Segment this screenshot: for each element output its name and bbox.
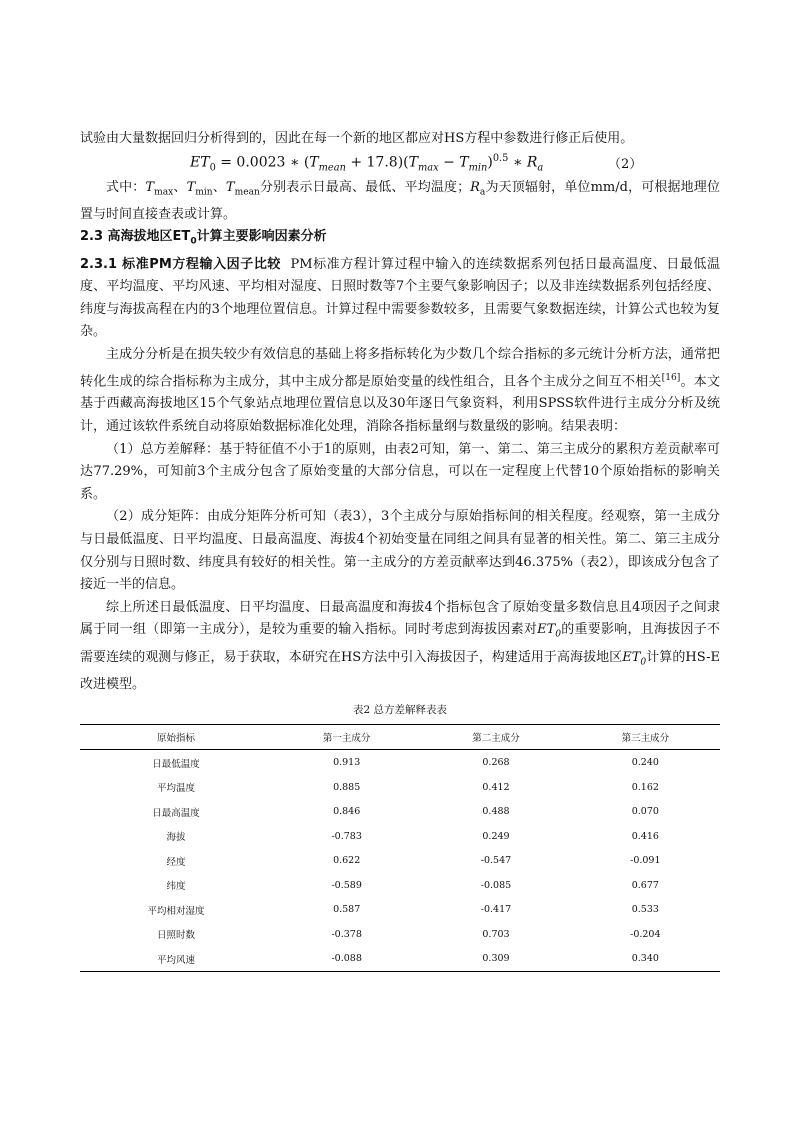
- value-cell: 0.070: [631, 806, 659, 818]
- value-cell: 0.488: [482, 806, 510, 818]
- table-row: [80, 873, 720, 898]
- value-cell: 0.622: [333, 855, 361, 867]
- paragraph-pm-input-factors: 2.3.1 标准PM方程输入因子比较 PM标准方程计算过程中输入的连续数据系列包括日最高温度、日最低温度、平均温度、平均风速、平均相对湿度、日照时数等7个主要气象影响因子；以及非连续数据系列包括经度、纬度与海拔高程在内的3个地理位置信息。计算过程中需要参数较多，且需要气象数据连续，计算公式也较为复杂。: [80, 256, 721, 340]
- paragraph-variable-definitions: 式中：$T_{max}$、$T_{min}$、$T_{mean}$分别表示日最高、最低、平均温度；$R_a$为天顶辐射，单位mm/d，可根据地理位置与时间直接查表或计算。: [80, 179, 720, 222]
- indicator-cell: 平均风速: [156, 954, 195, 966]
- value-cell: -0.417: [480, 904, 512, 916]
- equation-body: $ET_0 = 0.0023$ ∗ $(T_{mean} + 17.8)(T_{max} - T_{min})^{0.5}$ ∗ $R_a$: [190, 152, 544, 174]
- paper-page: [80, 128, 720, 972]
- paragraph-component-matrix: （2）成分矩阵：由成分矩阵分析可知（表3），3个主成分与原始指标间的相关程度。经观察，第一主成分与日最低温度、日平均温度、日最高温度、海拔4个初始变量在同组之间具有显著的相关性。第二、第三主成分仅分别与日照时数、纬度具有较好的相关性。第一主成分的方差贡献率达到46.375%（表2），即该成分包含了接近一半的信息。: [80, 509, 720, 593]
- value-cell: 0.846: [333, 806, 361, 818]
- paragraph-total-variance: （1）总方差解释：基于特征值不小于1的原则，由表2可知，第一、第二、第三主成分的累积方差贡献率可达77.29%，可知前3个主成分包含了原始变量的大部分信息，可以在一定程度上代替10个原始指标的影响关系。: [80, 441, 720, 502]
- value-cell: 0.677: [631, 879, 659, 891]
- table-row: [80, 897, 720, 922]
- value-cell: 0.416: [631, 830, 659, 842]
- value-cell: 0.240: [631, 757, 659, 769]
- citation-16: [16]: [661, 372, 681, 383]
- indicator-cell: 日照时数: [156, 930, 195, 942]
- table-row: [80, 799, 720, 824]
- table-body: [80, 750, 720, 972]
- table-row: [80, 824, 720, 849]
- value-cell: 0.587: [333, 904, 361, 916]
- table-row: [80, 750, 720, 775]
- indicator-cell: 平均相对湿度: [147, 905, 205, 917]
- indicator-cell: 日最低温度: [152, 758, 200, 770]
- value-cell: -0.085: [480, 879, 512, 891]
- paragraph-pca: 主成分分析是在损失较少有效信息的基础上将多指标转化为少数几个综合指标的多元统计分析方法，通常把转化生成的综合指标称为主成分，其中主成分都是原始变量的线性组合，且各个主成分之间互不相关[16]。本文基于西藏高海拔地区15个气象站点地理位置信息以及30年逐日气象资料，利用SPSS软件进行主成分分析及统计，通过该软件系统自动将原始数据标准化处理，消除各指标量纲与数量级的影响。结果表明：: [80, 346, 720, 435]
- section-heading-2-3: 2.3 高海拔地区$ET_0$计算主要影响因素分析: [80, 229, 327, 247]
- value-cell: 0.703: [482, 928, 510, 940]
- header-cell: 第二主成分: [472, 733, 520, 745]
- header-cell: 第三主成分: [621, 733, 670, 745]
- value-cell: -0.378: [331, 928, 362, 940]
- value-cell: 0.885: [333, 781, 361, 793]
- equation-2: [80, 151, 720, 177]
- value-cell: 0.249: [482, 830, 510, 842]
- value-cell: -0.088: [331, 953, 362, 965]
- table-row: [80, 946, 720, 971]
- equation-number: （2）: [608, 156, 643, 172]
- value-cell: 0.162: [631, 781, 659, 793]
- subsection-heading-2-3-1: 2.3.1 标准PM方程输入因子比较: [80, 256, 282, 272]
- table-row: [80, 848, 720, 873]
- indicator-cell: 经度: [166, 856, 186, 868]
- indicator-cell: 海拔: [166, 832, 186, 844]
- value-cell: 0.913: [333, 757, 361, 769]
- table-row: [80, 775, 720, 800]
- value-cell: -0.589: [331, 879, 362, 891]
- table-header-row: [80, 725, 720, 750]
- value-cell: 0.268: [482, 757, 510, 769]
- value-cell: 0.533: [631, 904, 659, 916]
- indicator-cell: 日最高温度: [152, 807, 200, 819]
- table-row: [80, 922, 720, 947]
- header-cell: 第一主成分: [322, 733, 371, 745]
- indicator-cell: 纬度: [166, 881, 186, 893]
- paragraph-intro: 试验由大量数据回归分析得到的，因此在每一个新的地区都应对HS方程中参数进行修正后使用。: [80, 131, 634, 146]
- table-caption: 表2 总方差解释表表: [352, 704, 448, 717]
- header-cell: 原始指标: [156, 733, 195, 745]
- value-cell: 0.309: [482, 953, 510, 965]
- value-cell: 0.340: [631, 953, 659, 965]
- value-cell: -0.091: [630, 855, 661, 867]
- paragraph-conclusion: 综上所述日最低温度、日平均温度、日最高温度和海拔4个指标包含了原始变量多数信息且4项因子之间隶属于同一组（即第一主成分），是较为重要的输入指标。同时考虑到海拔因素对$ET_0$的重要影响，且海拔因子不需要连续的观测与修正，易于获取，本研究在HS方法中引入海拔因子，构建适用于高海拔地区$ET_0$计算的HS-E改进模型。: [80, 599, 720, 692]
- indicator-cell: 平均温度: [156, 783, 195, 795]
- value-cell: 0.412: [482, 781, 510, 793]
- value-cell: -0.204: [630, 928, 661, 940]
- value-cell: -0.547: [480, 855, 512, 867]
- variance-table: [80, 724, 720, 972]
- value-cell: -0.783: [331, 830, 362, 842]
